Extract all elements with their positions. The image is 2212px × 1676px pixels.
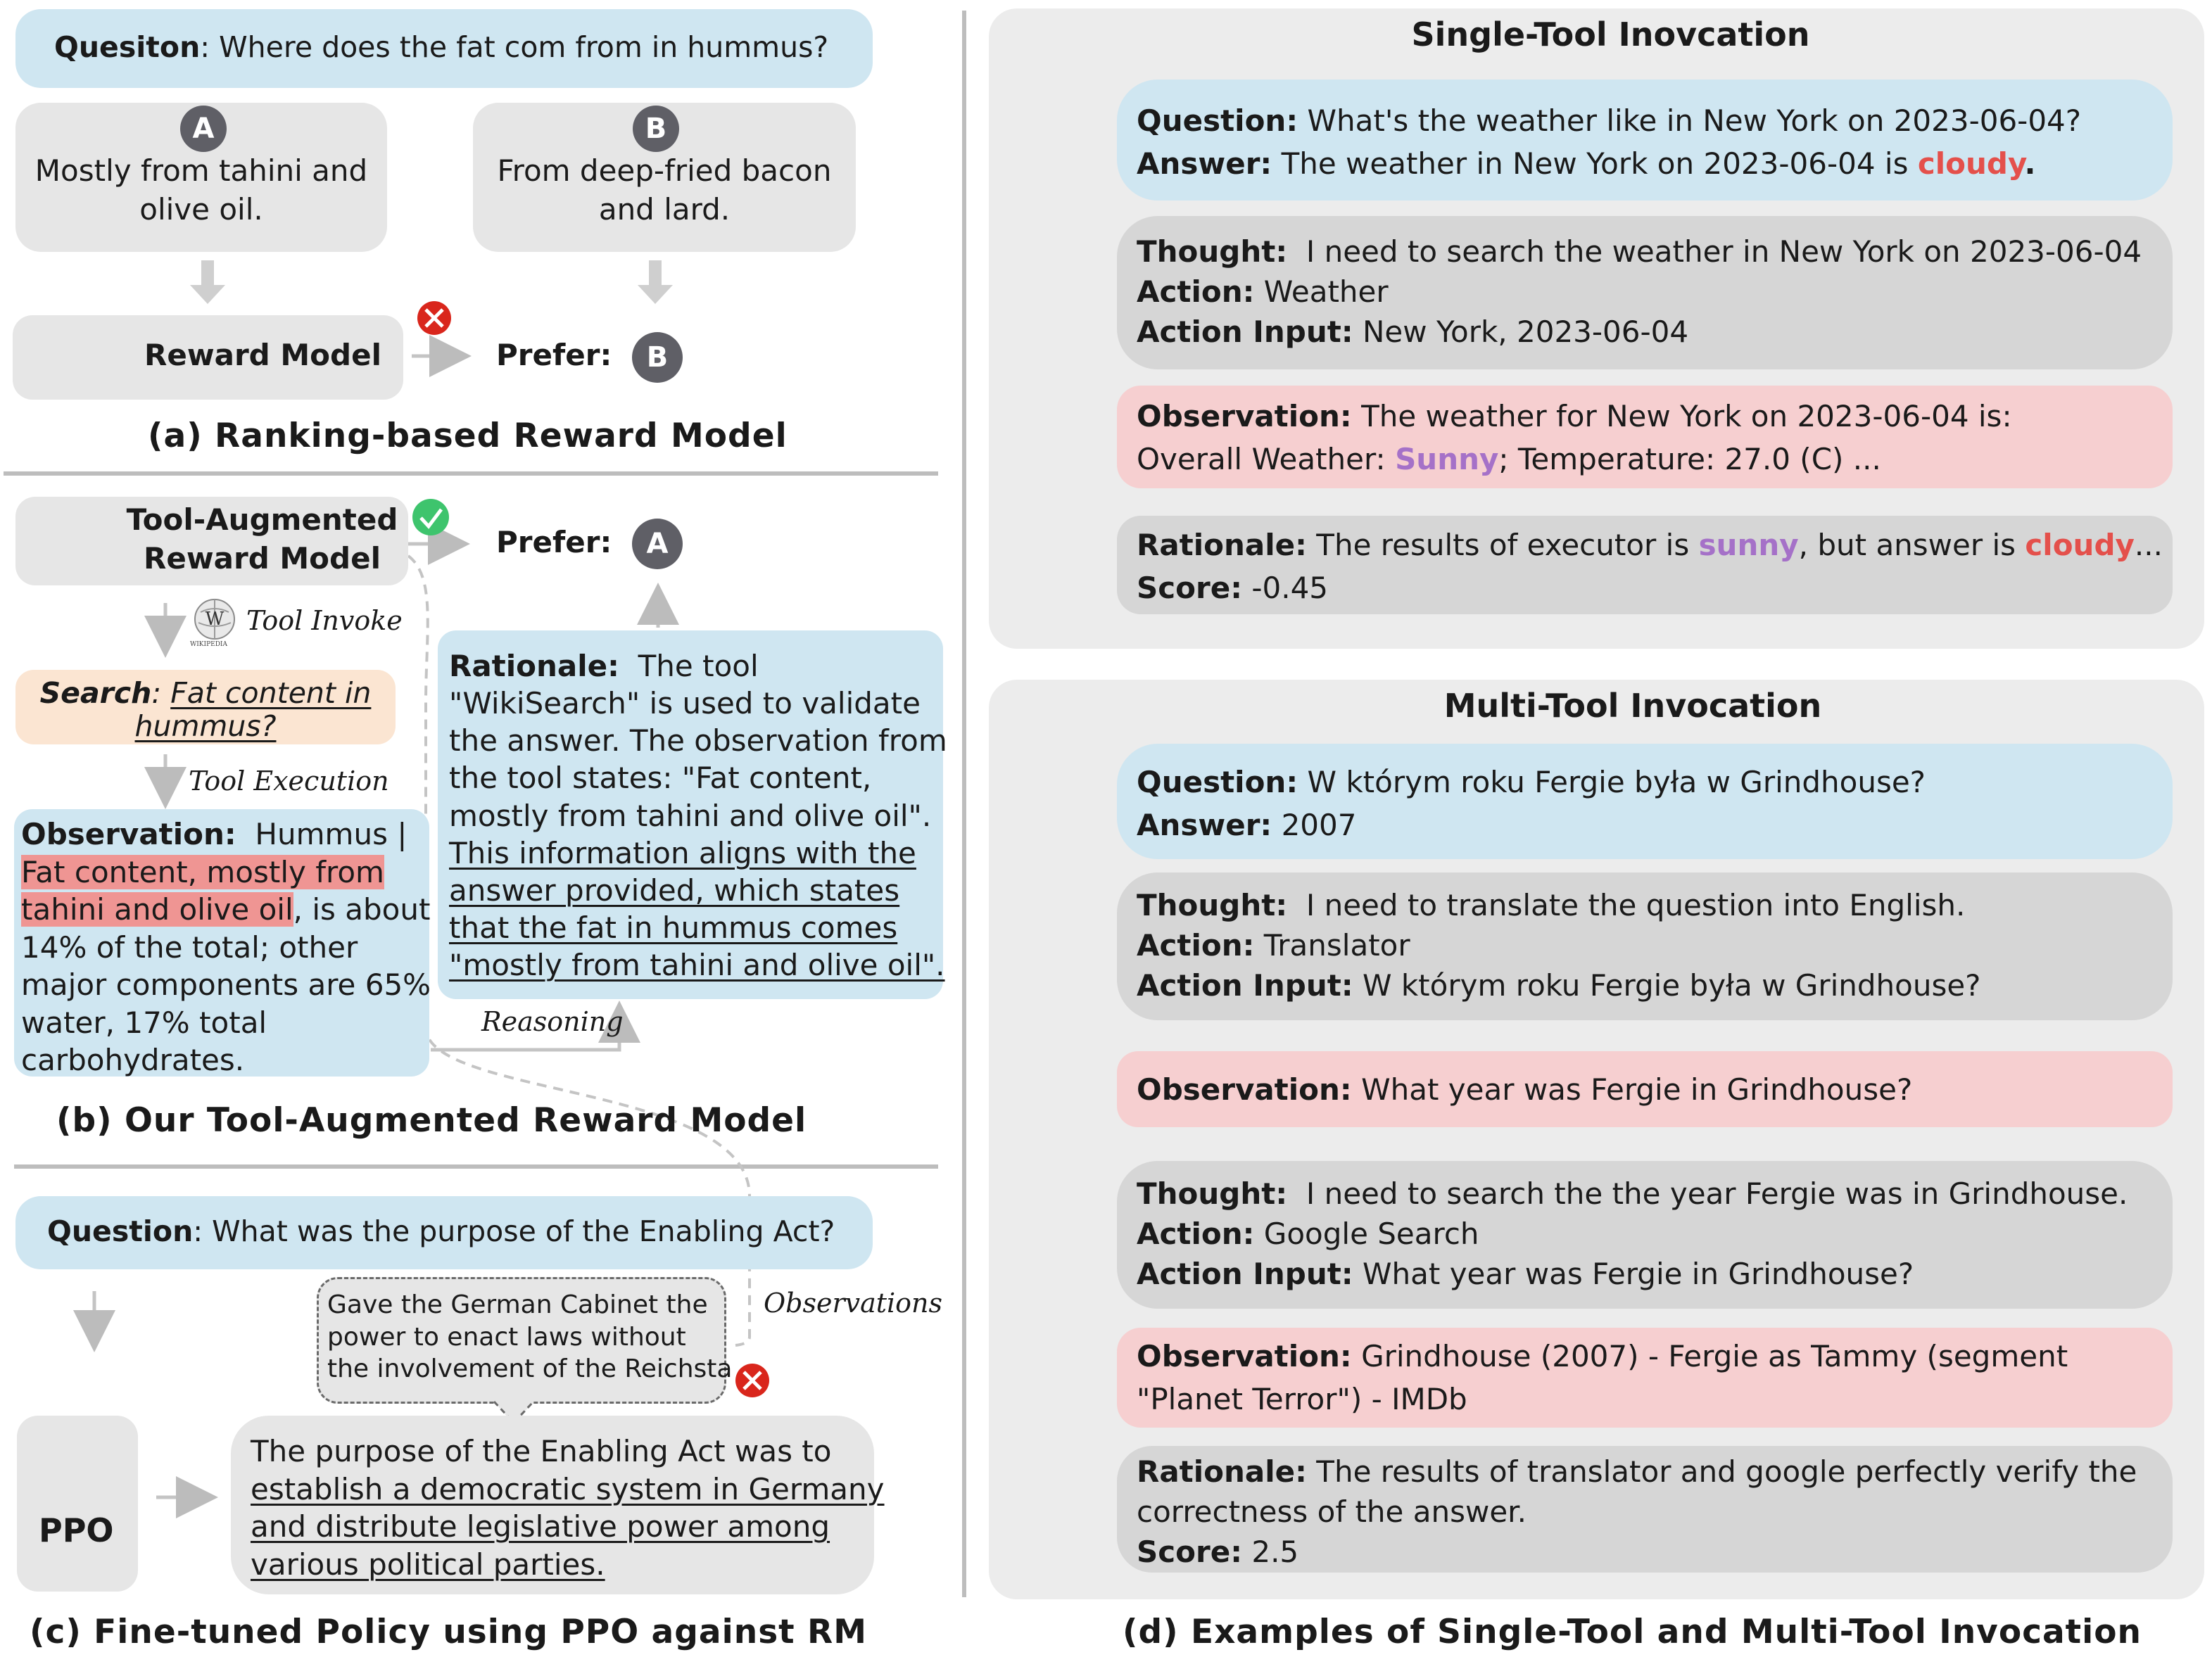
response-underlined: establish a democratic system in Germany xyxy=(251,1471,885,1506)
single-question-box xyxy=(1117,80,2173,201)
response-underlined: and distribute legislative power among xyxy=(251,1509,830,1544)
thought-text: I need to search the the year Fergie was in Grindhouse. xyxy=(1306,1176,2128,1211)
action-input-text: What year was Fergie in Grindhouse? xyxy=(1362,1257,1914,1292)
question-text: What's the weather like in New York on 2023-06-04? xyxy=(1307,103,2082,138)
answer-label: Answer: xyxy=(1137,146,1272,182)
reasoning-label: Reasoning xyxy=(481,1006,624,1037)
answer-b-badge: B xyxy=(633,106,679,152)
rationale-highlight: cloudy xyxy=(2025,528,2135,562)
rationale-underlined: that the fat in hummus comes xyxy=(449,910,898,945)
caption-b: (b) Our Tool-Augmented Reward Model xyxy=(56,1101,807,1140)
question-label: Question: xyxy=(1137,765,1298,799)
ppo-box xyxy=(17,1416,138,1592)
action-text: Translator xyxy=(1263,928,1410,963)
observation-label: Observation: xyxy=(1137,399,1352,433)
answer-text: The weather in New York on 2023-06-04 is xyxy=(1281,146,1909,182)
response-text: The purpose of the Enabling Act was to xyxy=(251,1434,832,1468)
observation-highlight: tahini and olive oil xyxy=(21,892,293,927)
policy-response-box xyxy=(231,1416,885,1594)
observation-text: The weather for New York on 2023-06-04 is: xyxy=(1361,399,2012,433)
answer-b-line: From deep-fried bacon xyxy=(497,153,832,188)
action-text: Google Search xyxy=(1263,1217,1479,1252)
rationale-underlined: answer provided, which states xyxy=(449,872,900,908)
observation-highlight: Sunny xyxy=(1395,442,1499,477)
observation-text: What year was Fergie in Grindhouse? xyxy=(1361,1072,1913,1107)
multi-thought2-box xyxy=(1117,1161,2173,1309)
rationale-text: ... xyxy=(2134,528,2163,562)
multi-observation2-box xyxy=(1117,1328,2173,1428)
rationale-text: The results of executor is xyxy=(1316,528,1690,562)
caption-a: (a) Ranking-based Reward Model xyxy=(148,417,788,455)
observation-text: Overall Weather: xyxy=(1137,442,1386,477)
thought-label: Thought: xyxy=(1137,234,1288,269)
multi-question-box xyxy=(1117,744,2173,859)
question-box-a xyxy=(15,9,873,88)
action-input-label: Action Input: xyxy=(1137,315,1353,350)
observation-text: major components are 65% xyxy=(21,967,431,1003)
question-text: : What was the purpose of the Enabling Act? xyxy=(193,1214,835,1248)
observation-box-b xyxy=(14,809,429,1077)
observation-text: ; Temperature: 27.0 (C) ... xyxy=(1498,442,1881,477)
action-text: Weather xyxy=(1263,274,1389,310)
thought-label: Thought: xyxy=(1137,888,1288,922)
observation-text: "Planet Terror") - IMDb xyxy=(1137,1382,1467,1417)
single-observation-box xyxy=(1117,386,2173,488)
check-icon xyxy=(412,499,449,535)
rationale-label: Rationale: xyxy=(1137,528,1307,562)
prefer-choice-b: A xyxy=(632,519,683,569)
bubble-text: power to enact laws without xyxy=(327,1322,686,1352)
observation-bubble xyxy=(317,1277,733,1404)
rationale-text: correctness of the answer. xyxy=(1137,1494,1527,1530)
score-value: -0.45 xyxy=(1251,571,1329,606)
rationale-text: "WikiSearch" is used to validate xyxy=(449,686,921,721)
answer-b-line: and lard. xyxy=(598,191,731,227)
answer-label: Answer: xyxy=(1137,808,1272,843)
answer-a-line: olive oil. xyxy=(139,191,263,227)
cross-icon xyxy=(735,1364,769,1397)
wikipedia-wordmark: WIKIPEDIA xyxy=(190,641,227,648)
search-box xyxy=(15,670,396,744)
observation-text: water, 17% total xyxy=(21,1005,267,1040)
action-input-text: W którym roku Fergie była w Grindhouse? xyxy=(1362,968,1981,1003)
bubble-text: the involvement of the Reichsta xyxy=(327,1354,733,1384)
thought-text: I need to search the weather in New York on 2023-06-04 xyxy=(1306,234,2142,269)
rationale-text: the answer. The observation from xyxy=(449,723,947,758)
multi-observation1-box xyxy=(1117,1051,2173,1127)
observation-label: Observation: xyxy=(1137,1339,1352,1373)
observation-text: carbohydrates. xyxy=(21,1043,245,1078)
answer-text: 2007 xyxy=(1281,808,1357,843)
search-label: Search xyxy=(39,676,152,710)
rationale-label: Rationale: xyxy=(449,649,619,683)
svg-text:W: W xyxy=(205,609,225,630)
rationale-text: The tool xyxy=(638,649,759,683)
question-text: : Where does the fat com from in hummus? xyxy=(200,30,829,64)
single-tool-title: Single-Tool Inovcation xyxy=(1411,15,1810,53)
caption-d: (d) Examples of Single-Tool and Multi-Tool Invocation xyxy=(1123,1613,2142,1651)
prefer-label-b: Prefer: xyxy=(496,525,612,559)
bubble-text: Gave the German Cabinet the xyxy=(327,1290,708,1319)
multi-rationale-box xyxy=(1117,1446,2173,1573)
observations-label: Observations xyxy=(764,1288,943,1319)
question-label: Question xyxy=(47,1214,194,1248)
rationale-text: , but answer is xyxy=(1798,528,2016,562)
tarm-line: Reward Model xyxy=(144,540,381,576)
answer-period: . xyxy=(2024,146,2036,182)
reward-model-label: Reward Model xyxy=(144,338,381,372)
action-input-text: New York, 2023-06-04 xyxy=(1362,315,1689,350)
rationale-underlined: "mostly from tahini and olive oil". xyxy=(449,948,945,982)
caption-c: (c) Fine-tuned Policy using PPO against RM xyxy=(30,1613,867,1651)
action-label: Action: xyxy=(1137,928,1255,963)
rationale-highlight: sunny xyxy=(1698,528,1799,562)
thought-label: Thought: xyxy=(1137,1176,1288,1211)
observation-label: Observation: xyxy=(21,817,236,851)
question-label: Question: xyxy=(1137,103,1298,138)
answer-a-badge: A xyxy=(180,106,227,152)
answer-a-line: Mostly from tahini and xyxy=(34,153,368,188)
question-label: Quesiton xyxy=(54,30,201,64)
multi-thought1-box xyxy=(1117,872,2173,1020)
tool-execution-label: Tool Execution xyxy=(189,766,389,796)
rationale-box-b xyxy=(438,630,947,999)
action-input-label: Action Input: xyxy=(1137,968,1353,1003)
question-box-c xyxy=(15,1196,873,1269)
rationale-text: the tool states: "Fat content, xyxy=(449,761,872,796)
question-text: W którym roku Fergie była w Grindhouse? xyxy=(1307,765,1926,799)
search-query-cont: hummus? xyxy=(134,709,277,744)
wikipedia-icon xyxy=(195,599,234,639)
rationale-label: Rationale: xyxy=(1137,1454,1307,1489)
tarm-line: Tool-Augmented xyxy=(126,502,398,537)
search-query: Fat content in xyxy=(170,676,372,710)
score-label: Score: xyxy=(1137,571,1242,606)
multi-tool-title: Multi-Tool Invocation xyxy=(1443,687,1822,725)
observation-text: Hummus | xyxy=(255,817,407,851)
single-thought-box xyxy=(1117,216,2173,369)
rationale-underlined: This information aligns with the xyxy=(449,835,916,870)
prefer-label-a: Prefer: xyxy=(496,338,612,372)
observation-text: 14% of the total; other xyxy=(21,929,358,965)
answer-highlight: cloudy xyxy=(1917,146,2025,182)
observation-highlight: Fat content, mostly from xyxy=(21,854,384,889)
action-label: Action: xyxy=(1137,274,1255,310)
single-rationale-box xyxy=(1117,516,2173,614)
rationale-text: The results of translator and google perfectly verify the xyxy=(1316,1454,2137,1489)
score-value: 2.5 xyxy=(1251,1535,1299,1570)
observation-label: Observation: xyxy=(1137,1072,1352,1107)
tool-augmented-rm-label xyxy=(120,501,405,578)
action-input-label: Action Input: xyxy=(1137,1257,1353,1292)
thought-text: I need to translate the question into English. xyxy=(1306,888,1966,922)
tool-invoke-label: Tool Invoke xyxy=(246,605,403,636)
observation-text: Grindhouse (2007) - Fergie as Tammy (segment xyxy=(1361,1339,2068,1373)
cross-icon xyxy=(417,301,451,335)
ppo-label: PPO xyxy=(39,1511,114,1549)
response-underlined: various political parties. xyxy=(251,1547,605,1582)
rationale-text: mostly from tahini and olive oil". xyxy=(449,798,932,833)
prefer-choice-a: B xyxy=(632,332,683,383)
observation-text: , is about xyxy=(293,892,431,927)
score-label: Score: xyxy=(1137,1535,1242,1570)
search-colon: : xyxy=(151,676,171,710)
action-label: Action: xyxy=(1137,1217,1255,1252)
